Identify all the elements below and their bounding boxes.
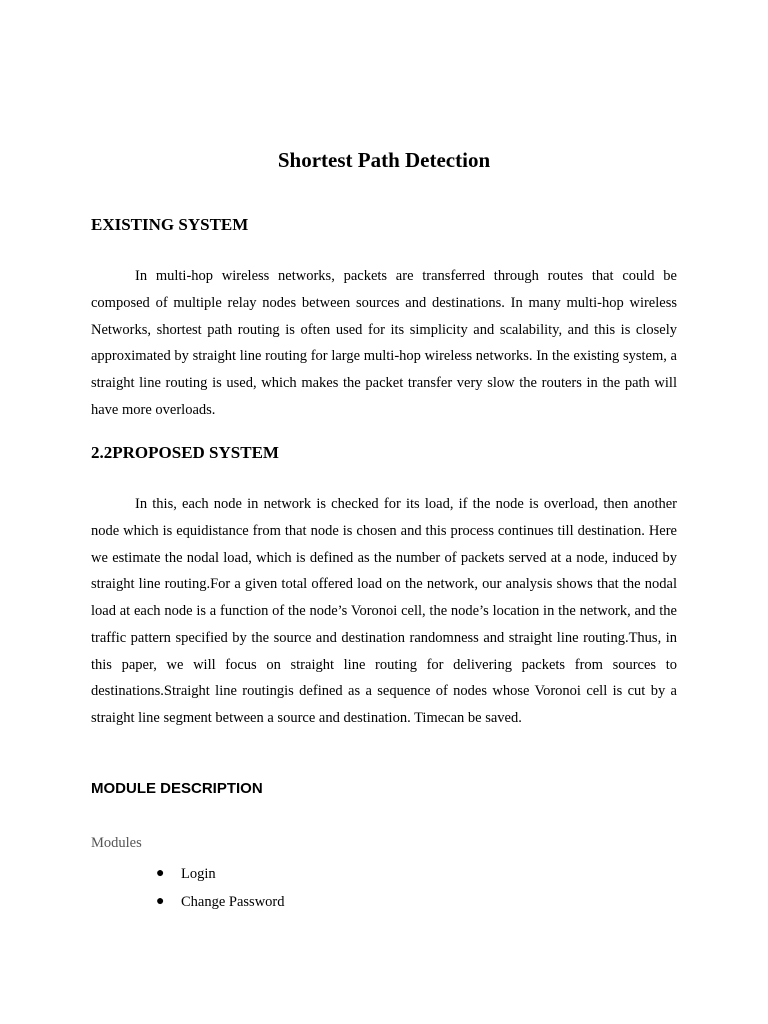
module-list (156, 860, 285, 916)
bullet-icon: ● (156, 866, 165, 881)
module-description-heading: MODULE DESCRIPTION (91, 780, 263, 797)
module-label: Change Password (181, 894, 285, 910)
module-list-item (156, 860, 285, 888)
module-list-item (156, 888, 285, 916)
existing-system-heading: EXISTING SYSTEM (91, 215, 249, 234)
proposed-system-paragraph: In this, each node in network is checked for its load, if the node is overload, then another node which is equidistance from that node is chosen and this process continues till destination. Here we estimate the nodal load, which is defined as the number of packets served at a node, induced by straight line routing.For a given total offered load on the network, our analysis shows that the nodal load at each node is a function of the node’s Voronoi cell, the node’s location in the network, and the traffic pattern specified by the source and destination randomness and straight line routing.Thus, in this paper, we will focus on straight line routing for delivering packets from sources to destinations.Straight line routingis defined as a sequence of nodes whose Voronoi cell is cut by a straight line segment between a source and destination. Timecan be saved. (91, 496, 677, 726)
module-label: Login (181, 866, 216, 882)
existing-system-paragraph: In multi-hop wireless networks, packets are transferred through routes that could be composed of multiple relay nodes between sources and destinations. In many multi-hop wireless Networks, shortest path routing is often used for its simplicity and scalability, and this is closely approximated by straight line routing for large multi-hop wireless networks. In the existing system, a straight line routing is used, which makes the packet transfer very slow the routers in the path will have more overloads. (91, 268, 677, 418)
modules-label: Modules (91, 835, 142, 851)
bullet-icon: ● (156, 894, 165, 909)
proposed-system-heading: 2.2PROPOSED SYSTEM (91, 443, 279, 462)
document-title: Shortest Path Detection (277, 148, 491, 172)
